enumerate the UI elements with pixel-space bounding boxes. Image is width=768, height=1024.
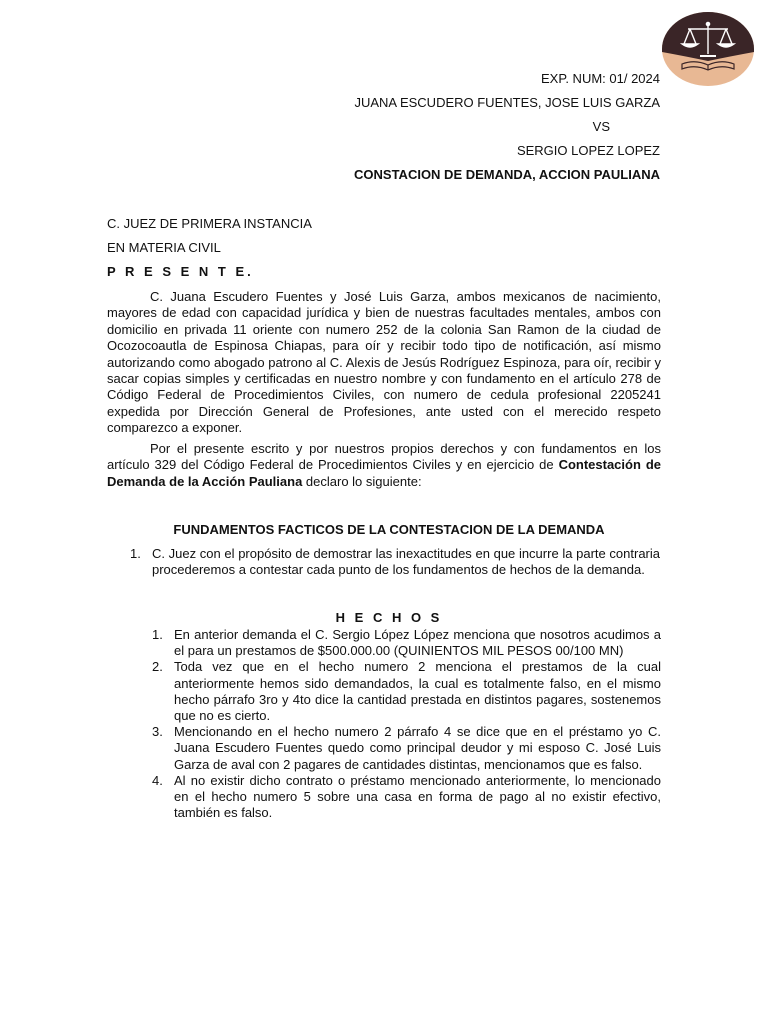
addressee-line-1: C. JUEZ DE PRIMERA INSTANCIA <box>107 216 312 231</box>
list-item <box>152 659 661 724</box>
list-item-text: C. Juez con el propósito de demostrar las inexactitudes en que incurre la parte contraria procederemos a contestar cada punto de los fundamentos de hechos de la demanda. <box>152 546 660 578</box>
second-paragraph-bold: Contestación de Demanda de la Acción Pauliana <box>107 457 662 489</box>
hechos-title: H E C H O S <box>335 610 443 625</box>
defendant: SERGIO LOPEZ LOPEZ <box>516 143 660 158</box>
list-item <box>152 772 661 822</box>
list-item-number: 1. <box>152 627 163 642</box>
law-firm-logo <box>662 12 754 86</box>
second-paragraph <box>107 441 661 490</box>
versus: VS <box>592 119 610 134</box>
addressee-line-2: EN MATERIA CIVIL <box>107 240 221 255</box>
list-item-number: 3. <box>152 724 163 740</box>
expediente-number: EXP. NUM: 01/ 2024 <box>541 71 660 86</box>
list-item-text: Al no existir dicho contrato o préstamo mencionado anteriormente, lo mencionado en el hecho numero 5 sobre una casa en forma de pago al no existir efectivo, también es falso. <box>174 772 661 821</box>
plaintiffs: JUANA ESCUDERO FUENTES, JOSE LUIS GARZA <box>354 95 660 110</box>
list-item-number: 1. <box>130 546 141 561</box>
presente-heading: P R E S E N T E. <box>107 264 254 279</box>
second-paragraph-text-2: declaro lo siguiente: <box>302 473 422 489</box>
second-paragraph-text-1: Por el presente escrito y por nuestros propios derechos y con fundamentos en los artículo 329 del Código Federal de Procedimientos Civiles y en ejercicio de <box>107 441 661 473</box>
list-item <box>152 724 661 773</box>
list-item-number: 2. <box>152 659 163 675</box>
intro-paragraph: C. Juana Escudero Fuentes y José Luis Garza, ambos mexicanos de nacimiento, mayores de edad con capacidad jurídica y bien de nuestras facultades mentales, ambos con domicilio en privada 11 oriente con numero 252 de la colonia San Ramon de la ciudad de Ocozocoautla de Espinosa Chiapas, para oír y recibir todo tipo de notificación, así mismo autorizando como abogado patrono al C. Alexis de Jesús Rodríguez Espinoza, para oír, recibir y sacar copias simples y certificadas en nuestro nombre y con fundamento en el artículo 278 de Código Federal de Procedimientos Civiles, con numero de cedula profesional 2205241 expedida por Dirección General de Profesiones, ante usted con el merecido respeto comparezco a exponer. <box>107 289 661 436</box>
list-item-text: Toda vez que en el hecho numero 2 menciona el prestamos de la cual anteriormente hemos sido demandados, la cual es totalmente falso, en el mismo hecho párrafo 3ro y 4to dice la cantidad prestada en distintos pagares, sostenemos que no es cierto. <box>174 659 661 724</box>
list-item <box>130 546 660 578</box>
list-item-number: 4. <box>152 772 163 788</box>
list-item-text: En anterior demanda el C. Sergio López López menciona que nosotros acudimos a el para un prestamos de $500.000.00 (QUINIENTOS MIL PESOS 00/100 MN) <box>174 627 661 659</box>
hechos-list <box>152 627 661 821</box>
document-title: CONSTACION DE DEMANDA, ACCION PAULIANA <box>354 167 660 182</box>
fundamentos-list <box>130 546 660 578</box>
list-item <box>152 627 661 659</box>
list-item-text: Mencionando en el hecho numero 2 párrafo 4 se dice que en el préstamo yo C. Juana Escudero Fuentes quedo como principal deudor y mi esposo C. José Luis Garza de aval con 2 pagares de cantidades distintas, mencionamos que es falso. <box>174 724 661 772</box>
fundamentos-title: FUNDAMENTOS FACTICOS DE LA CONTESTACION DE LA DEMANDA <box>173 522 605 537</box>
